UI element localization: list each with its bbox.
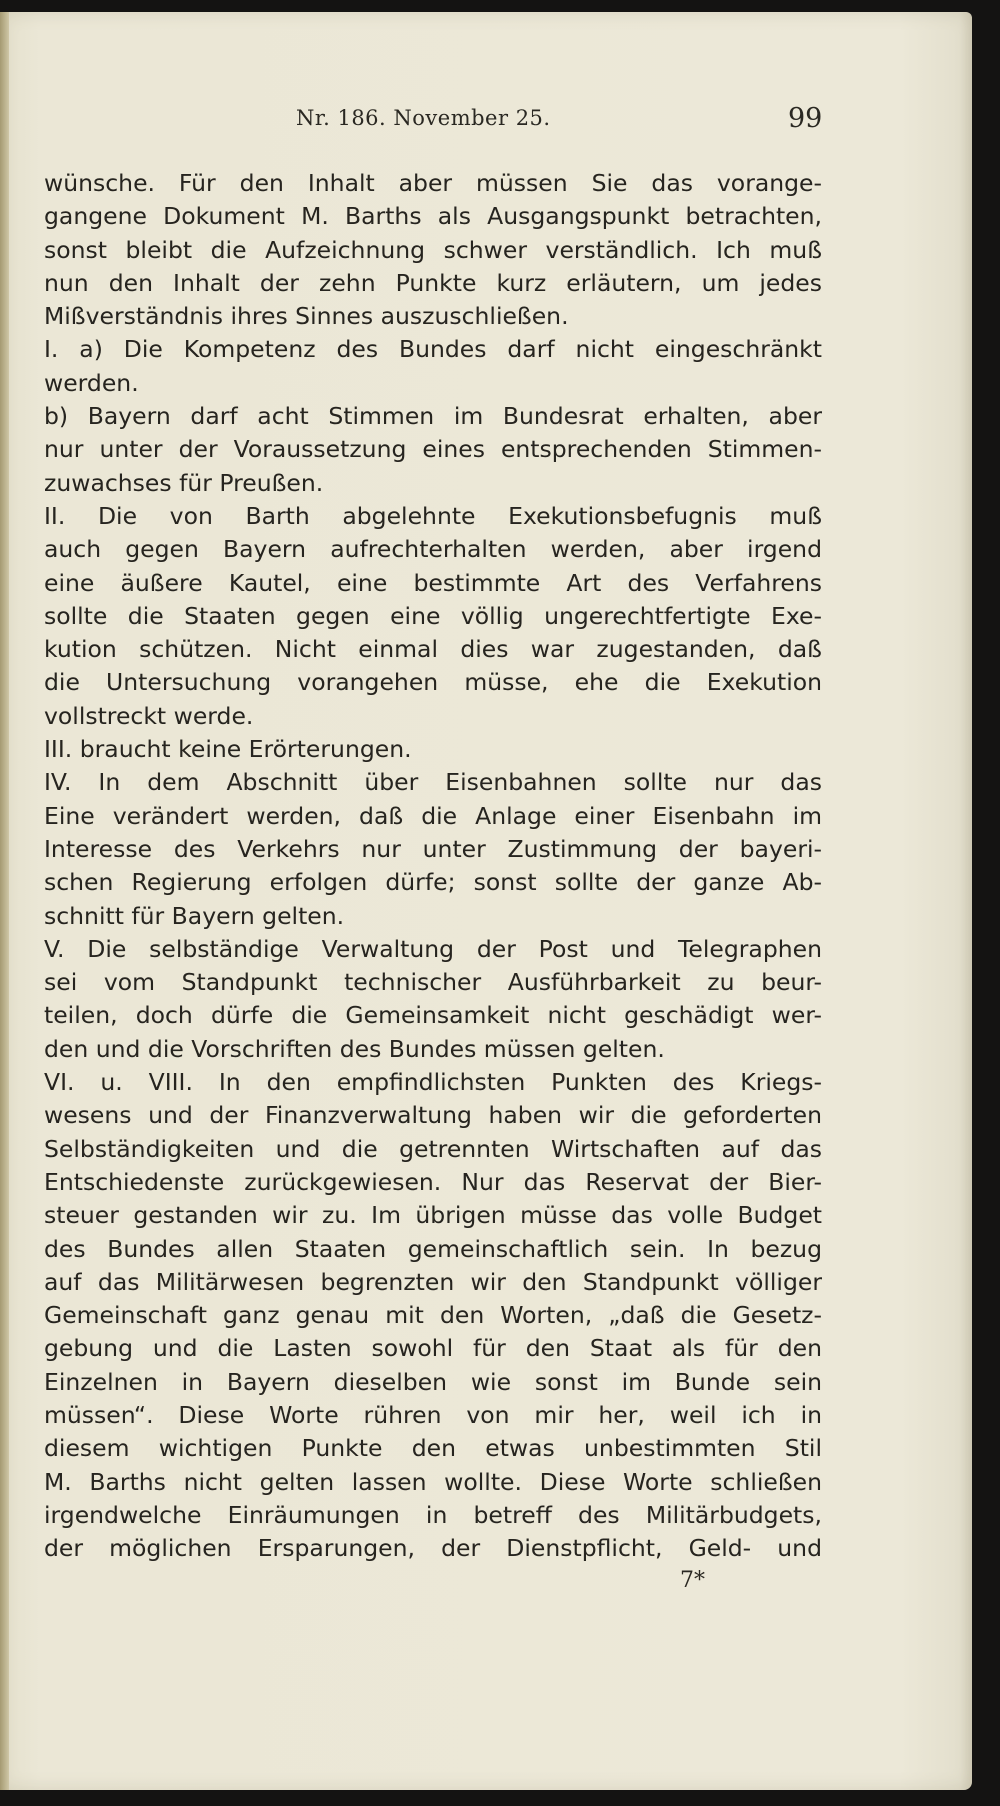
text-line: kution schützen. Nicht einmal dies war zugestanden, daß	[44, 635, 822, 664]
text-line: M. Barths nicht gelten lassen wollte. Diese Worte schließen	[44, 1467, 822, 1496]
text-line: nun den Inhalt der zehn Punkte kurz erläutern, um jedes	[44, 268, 822, 297]
text-line: der möglichen Ersparungen, der Dienstpflicht, Geld- und	[44, 1534, 822, 1563]
text-line: wesens und der Finanzverwaltung haben wir die geforderten	[44, 1101, 822, 1130]
text-line: steuer gestanden wir zu. Im übrigen müsse das volle Budget	[44, 1201, 822, 1230]
text-line: teilen, doch dürfe die Gemeinsamkeit nicht geschädigt wer-	[44, 1001, 822, 1030]
text-line: Entschiedenste zurückgewiesen. Nur das Reservat der Bier-	[44, 1167, 822, 1196]
text-line: sonst bleibt die Aufzeichnung schwer verständlich. Ich muß	[44, 235, 822, 264]
page-gutter	[0, 12, 9, 1790]
signature-mark: 7*	[680, 1568, 705, 1593]
text-line: irgendwelche Einräumungen in betreff des Militärbudgets,	[44, 1500, 822, 1529]
text-line: zuwachses für Preußen.	[44, 468, 324, 497]
text-line: werden.	[44, 368, 139, 397]
text-line: Interesse des Verkehrs nur unter Zustimmung der bayeri-	[44, 834, 822, 863]
text-line: Selbständigkeiten und die getrennten Wirtschaften auf das	[44, 1134, 822, 1163]
text-line: auf das Militärwesen begrenzten wir den Standpunkt völliger	[44, 1267, 822, 1296]
text-line: diesem wichtigen Punkte den etwas unbestimmten Stil	[44, 1434, 822, 1463]
text-line: Gemeinschaft ganz genau mit den Worten, „daß die Gesetz-	[44, 1301, 822, 1330]
text-line: auch gegen Bayern aufrechterhalten werden, aber irgend	[44, 535, 822, 564]
text-line: schnitt für Bayern gelten.	[44, 901, 345, 930]
text-line: gebung und die Lasten sowohl für den Staat als für den	[44, 1334, 822, 1363]
text-line: eine äußere Kautel, eine bestimmte Art des Verfahrens	[44, 568, 822, 597]
text-line: Einzelnen in Bayern dieselben wie sonst im Bunde sein	[44, 1367, 822, 1396]
text-line: V. Die selbständige Verwaltung der Post und Telegraphen	[44, 934, 822, 963]
text-line: sei vom Standpunkt technischer Ausführbarkeit zu beur-	[44, 968, 822, 997]
text-line: b) Bayern darf acht Stimmen im Bundesrat erhalten, aber	[44, 402, 822, 431]
text-line: müssen“. Diese Worte rühren von mir her, weil ich in	[44, 1400, 822, 1429]
text-line: gangene Dokument M. Barths als Ausgangspunkt betrachten,	[44, 202, 822, 231]
text-line: nur unter der Voraussetzung eines entsprechenden Stimmen-	[44, 435, 822, 464]
page-number: 99	[788, 103, 823, 134]
text-line: VI. u. VIII. In den empfindlichsten Punkten des Kriegs-	[44, 1068, 822, 1097]
text-line: II. Die von Barth abgelehnte Exekutionsbefugnis muß	[44, 501, 822, 530]
text-line: IV. In dem Abschnitt über Eisenbahnen sollte nur das	[44, 768, 822, 797]
text-line: schen Regierung erfolgen dürfe; sonst sollte der ganze Ab-	[44, 868, 822, 897]
text-line: wünsche. Für den Inhalt aber müssen Sie das vorange-	[44, 169, 822, 197]
text-line: sollte die Staaten gegen eine völlig ungerechtfertigte Exe-	[44, 601, 822, 630]
text-line: I. a) Die Kompetenz des Bundes darf nicht eingeschränkt	[44, 335, 822, 364]
text-line: Mißverständnis ihres Sinnes auszuschließen.	[44, 302, 569, 331]
text-line: Eine verändert werden, daß die Anlage einer Eisenbahn im	[44, 801, 822, 830]
text-line: den und die Vorschriften des Bundes müssen gelten.	[44, 1034, 665, 1063]
text-line: des Bundes allen Staaten gemeinschaftlich sein. In bezug	[44, 1234, 822, 1263]
body-text	[44, 167, 822, 1565]
page-header	[44, 100, 824, 140]
text-line: III. braucht keine Erörterungen.	[44, 735, 412, 764]
text-line: vollstreckt werde.	[44, 701, 254, 730]
running-title: Nr. 186. November 25.	[296, 106, 551, 130]
text-line: die Untersuchung vorangehen müsse, ehe die Exekution	[44, 668, 822, 697]
